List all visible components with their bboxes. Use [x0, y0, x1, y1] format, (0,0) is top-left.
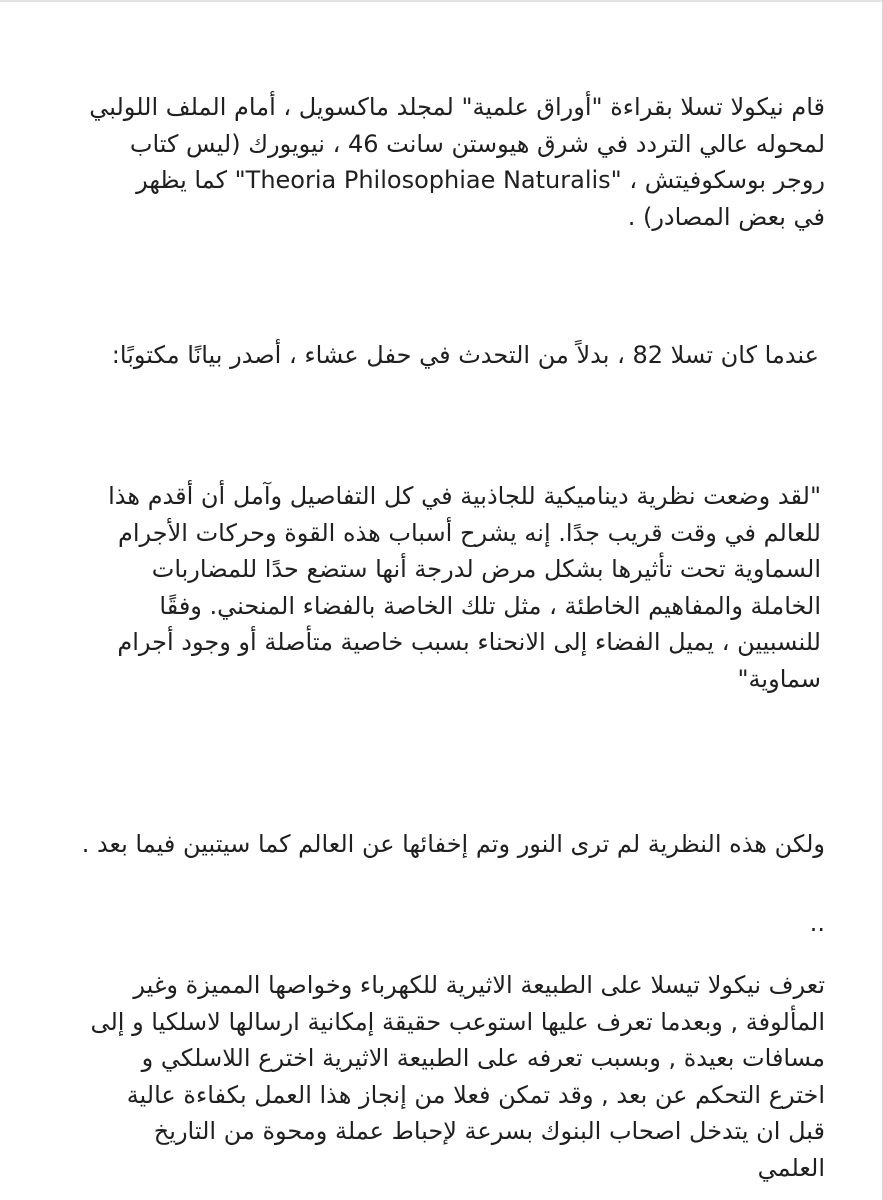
- paragraph-line: لمحوله عالي التردد في شرق هيوستن سانت 46 ، نيويورك (ليس كتاب: [129, 129, 825, 158]
- paragraph-1: [65, 89, 825, 235]
- paragraph-6: [65, 967, 825, 1186]
- paragraph-line: سماوية": [737, 664, 821, 693]
- paragraph-line: اخترع التحكم عن بعد , وقد تمكن فعلا من إنجاز هذا العمل بكفاءة عالية: [126, 1080, 825, 1109]
- paragraph-line: السماوية تحت تأثيرها بشكل مرض لدرجة أنها ستضع حدًا للمضاربات: [151, 555, 821, 583]
- paragraph-line: ..: [809, 909, 825, 937]
- paragraph-line: قام نيكولا تسلا بقراءة "أوراق علمية" لمجلد ماكسويل ، أمام الملف اللولبي: [89, 93, 825, 121]
- paragraph-line: العلمي: [757, 1153, 825, 1182]
- paragraph-2: [59, 337, 819, 374]
- paragraph-line: المألوفة , وبعدما تعرف عليها استوعب حقيقة إمكانية ارسالها لاسلكيا و إلى: [90, 1007, 825, 1036]
- paragraph-line: قبل ان يتدخل اصحاب البنوك بسرعة لإحباط عملة ومحوة من التاريخ: [153, 1117, 825, 1145]
- paragraph-line: في بعض المصادر) .: [627, 202, 825, 231]
- paragraph-line: روجر بوسكوفيتش ، "Theoria Philosophiae Naturalis" كما يظهر: [136, 166, 825, 194]
- top-divider: [0, 0, 883, 2]
- paragraph-3-quote: [61, 478, 821, 697]
- paragraph-line: عندما كان تسلا 82 ، بدلاً من التحدث في حفل عشاء ، أصدر بيانًا مكتوبًا:: [111, 341, 819, 369]
- paragraph-line: الخاملة والمفاهيم الخاطئة ، مثل تلك الخاصة بالفضاء المنحني. وفقًا: [159, 591, 821, 620]
- paragraph-line: ولكن هذه النظرية لم ترى النور وتم إخفائها عن العالم كما سيتبين فيما بعد .: [81, 830, 825, 858]
- paragraph-4: [65, 826, 825, 863]
- paragraph-line: مسافات بعيدة , وبسبب تعرفه على الطبيعة الاثيرية اخترع اللاسلكي و: [141, 1044, 825, 1072]
- paragraph-line: للعالم في وقت قريب جدًا. إنه يشرح أسباب هذه القوة وحركات الأجرام: [118, 518, 821, 547]
- paragraph-line: تعرف نيكولا تيسلا على الطبيعة الاثيرية للكهرباء وخواصها المميزة وغير: [133, 971, 825, 999]
- paragraph-line: "لقد وضعت نظرية ديناميكية للجاذبية في كل التفاصيل وآمل أن أقدم هذا: [108, 482, 821, 510]
- paragraph-line: للنسبيين ، يميل الفضاء إلى الانحناء بسبب خاصية متأصلة أو وجود أجرام: [117, 628, 821, 656]
- ellipsis-separator: [65, 905, 825, 942]
